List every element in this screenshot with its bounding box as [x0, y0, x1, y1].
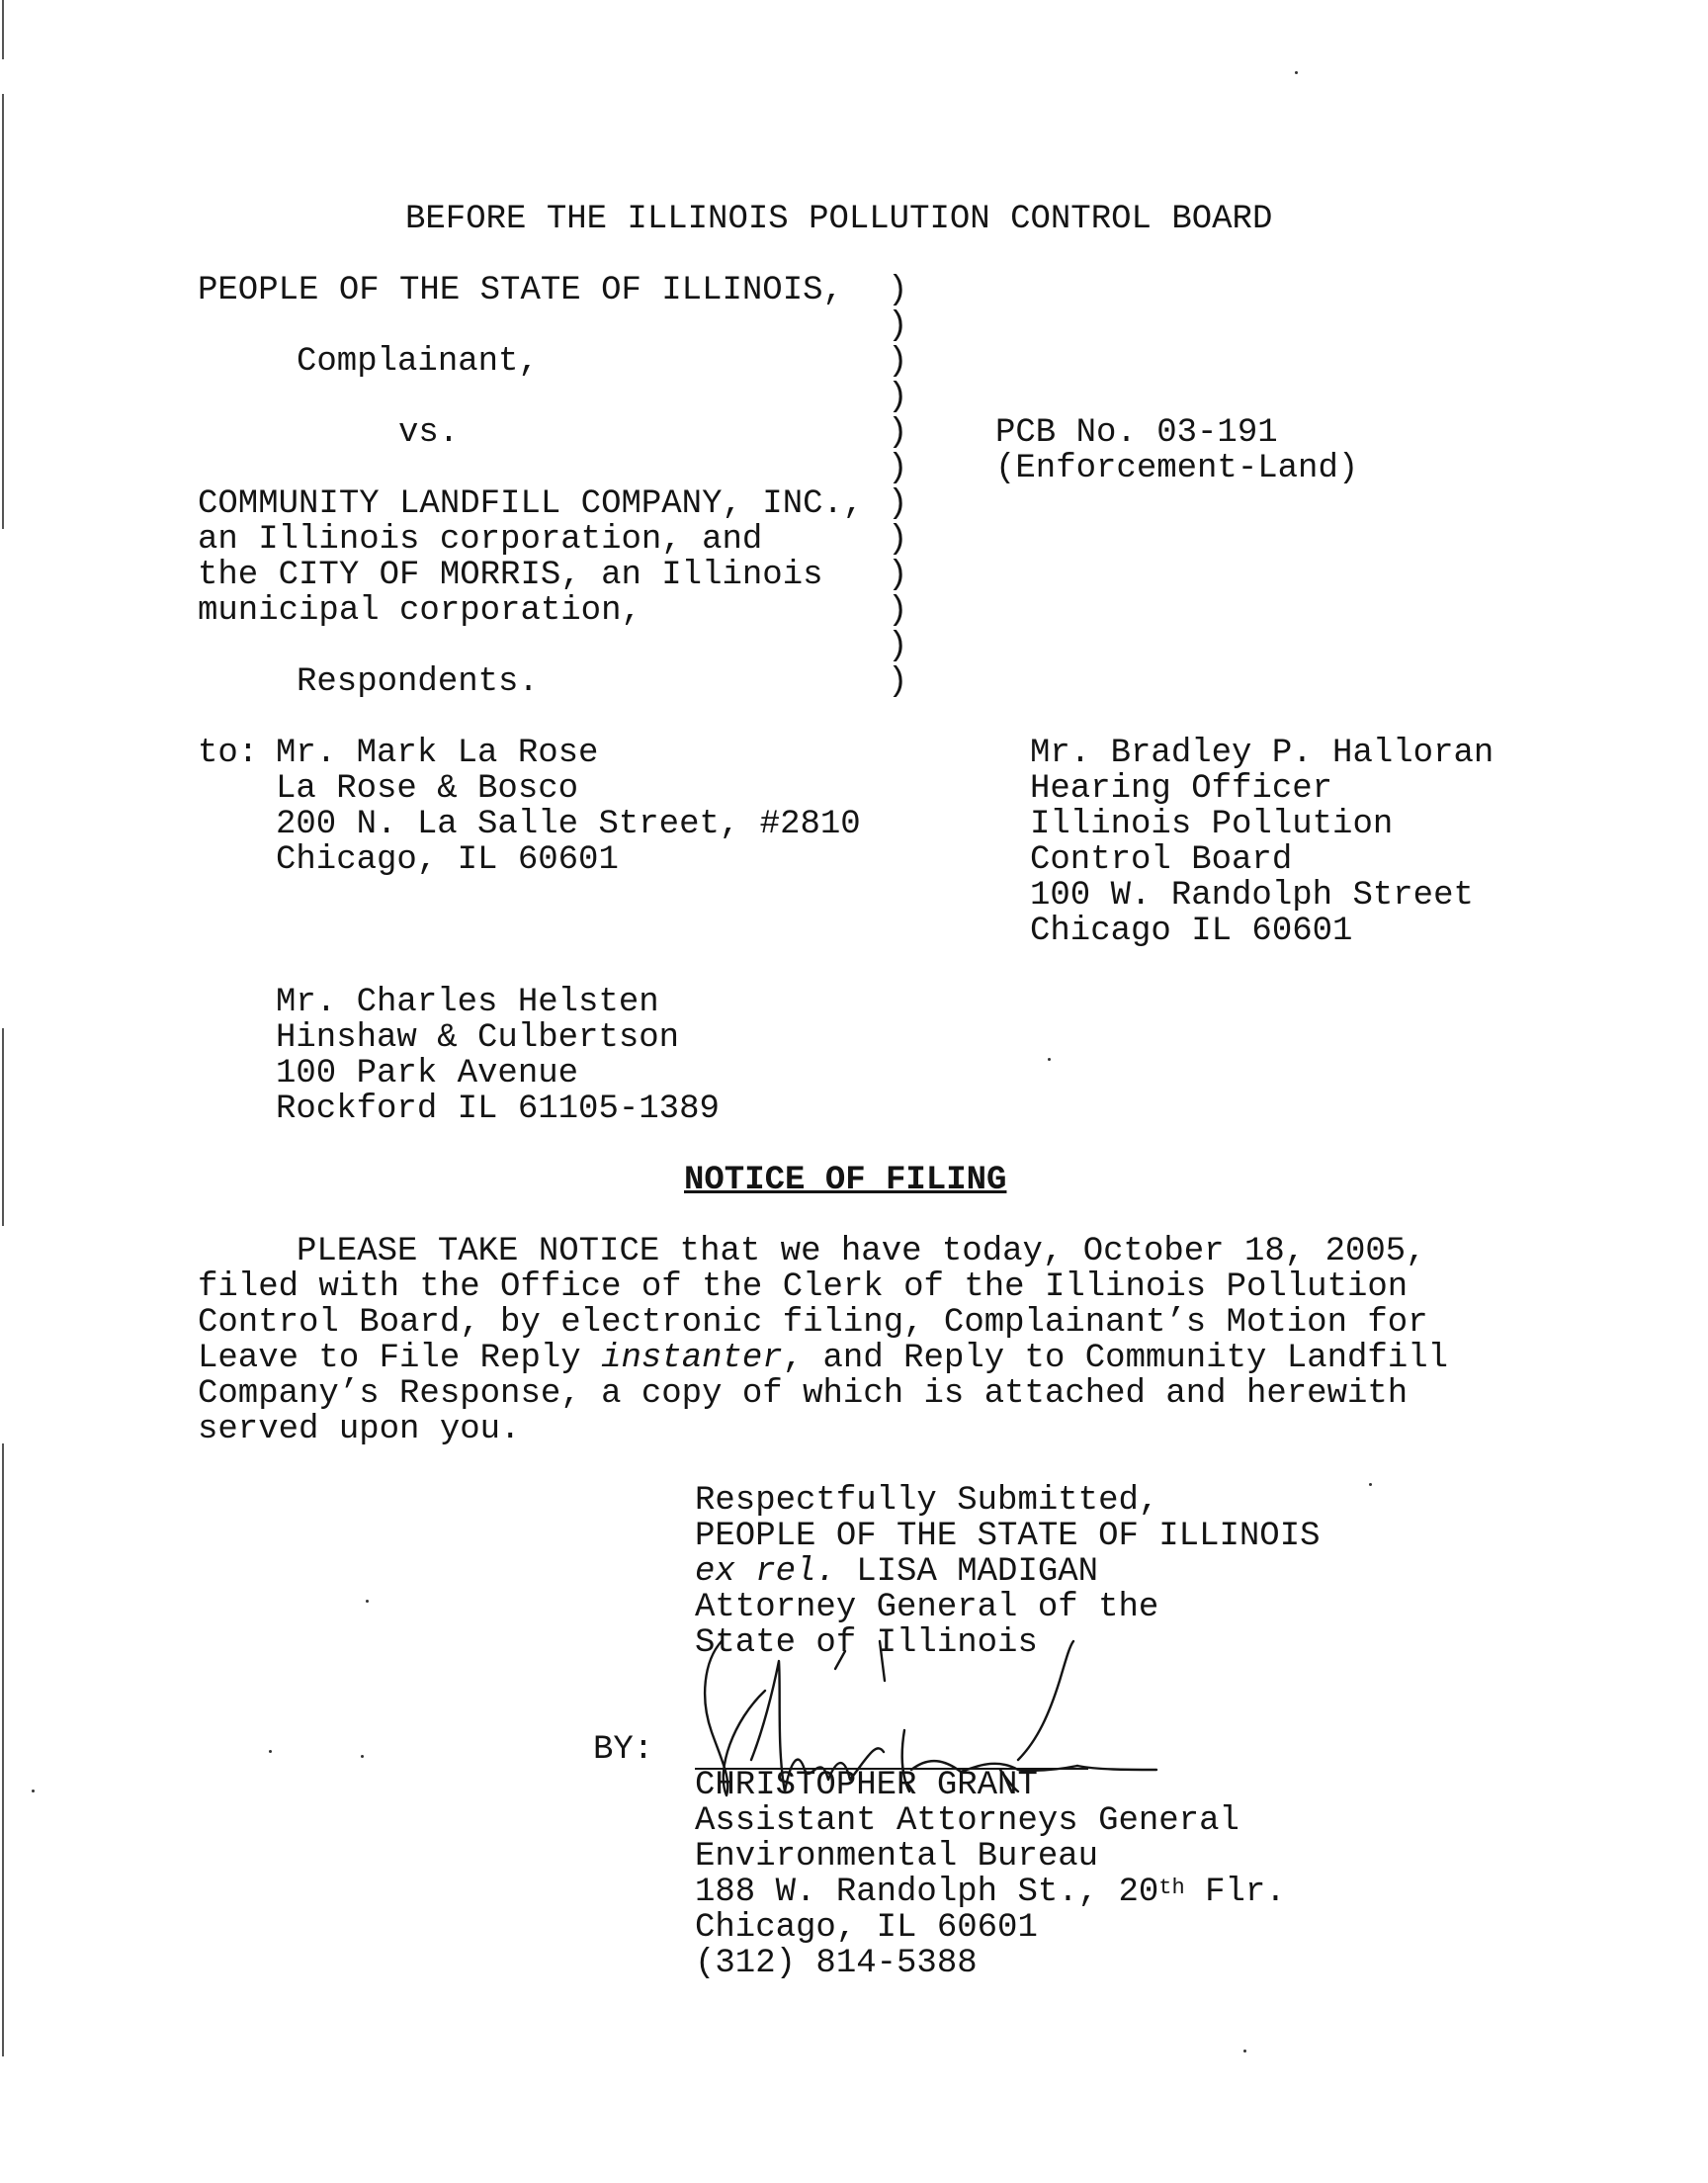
recipient-1-street: 200 N. La Salle Street, #2810 — [276, 806, 861, 843]
recipient-2-city: Chicago IL 60601 — [1030, 913, 1353, 950]
ex-rel-line — [695, 1554, 1098, 1590]
respondent-line: the CITY OF MORRIS, an Illinois — [198, 557, 823, 594]
case-type: (Enforcement-Land) — [995, 450, 1359, 487]
signer-name: CHRISTOPHER GRANT — [695, 1767, 1038, 1804]
attorney-title: Attorney General of the — [695, 1589, 1159, 1626]
complainant-party: PEOPLE OF THE STATE OF ILLINOIS, — [198, 272, 843, 309]
recipient-1-name: Mr. Mark La Rose — [276, 735, 599, 772]
caption-paren: ) — [888, 343, 908, 381]
caption-paren: ) — [888, 557, 908, 594]
scan-edge-mark — [2, 0, 4, 59]
address-text: 188 W. Randolph St., 20 — [695, 1874, 1159, 1911]
recipient-2-name: Mr. Bradley P. Halloran — [1030, 735, 1494, 772]
office-city: Chicago, IL 60601 — [695, 1909, 1038, 1947]
recipient-3-street: 100 Park Avenue — [276, 1055, 579, 1092]
notice-body-line: filed with the Office of the Clerk of the Illinois Pollution — [198, 1268, 1409, 1306]
scan-speck — [1295, 71, 1298, 74]
filing-party: PEOPLE OF THE STATE OF ILLINOIS — [695, 1518, 1321, 1555]
caption-paren: ) — [888, 379, 908, 416]
versus-label: vs. — [398, 414, 460, 452]
bureau: Environmental Bureau — [695, 1838, 1099, 1876]
ex-rel-label: ex rel. — [695, 1553, 836, 1591]
recipient-3-firm: Hinshaw & Culbertson — [276, 1019, 680, 1057]
office-phone: (312) 814-5388 — [695, 1945, 978, 1982]
by-label: BY: — [593, 1731, 654, 1769]
complainant-role: Complainant, — [297, 343, 539, 381]
recipient-2-street: 100 W. Randolph Street — [1030, 877, 1474, 915]
recipient-2-org: Control Board — [1030, 841, 1293, 879]
scan-speck — [1243, 2050, 1246, 2052]
recipient-2-org: Illinois Pollution — [1030, 806, 1394, 843]
caption-paren: ) — [888, 485, 908, 523]
notice-body-line: Company’s Response, a copy of which is attached and herewith — [198, 1375, 1409, 1413]
notice-title: NOTICE OF FILING — [684, 1162, 1007, 1199]
signer-title: Assistant Attorneys General — [695, 1802, 1239, 1840]
notice-body-line: Control Board, by electronic filing, Complainant’s Motion for — [198, 1304, 1428, 1342]
notice-body-line: served upon you. — [198, 1411, 521, 1448]
address-text: Flr. — [1184, 1874, 1286, 1911]
caption-paren: ) — [888, 628, 908, 665]
scan-speck — [32, 1790, 35, 1792]
notice-body-line: PLEASE TAKE NOTICE that we have today, October 18, 2005, — [297, 1233, 1426, 1270]
caption-paren: ) — [888, 307, 908, 345]
scan-speck — [1369, 1483, 1372, 1486]
caption-paren: ) — [888, 521, 908, 559]
respondent-line: an Illinois corporation, and — [198, 521, 763, 559]
scan-speck — [366, 1600, 369, 1603]
caption-paren: ) — [888, 414, 908, 452]
recipient-1-city: Chicago, IL 60601 — [276, 841, 619, 879]
recipient-1-firm: La Rose & Bosco — [276, 770, 579, 808]
scan-speck — [1048, 1058, 1051, 1061]
caption-paren: ) — [888, 592, 908, 630]
ex-rel-name: LISA MADIGAN — [835, 1553, 1099, 1591]
office-address — [695, 1875, 1286, 1910]
recipient-3-city: Rockford IL 61105-1389 — [276, 1091, 720, 1128]
notice-text: , and Reply to Community Landfill — [782, 1340, 1449, 1377]
respondent-role: Respondents. — [297, 663, 539, 701]
recipient-2-title: Hearing Officer — [1030, 770, 1333, 808]
scan-edge-mark — [2, 94, 4, 529]
recipient-3-name: Mr. Charles Helsten — [276, 984, 659, 1021]
to-label: to: — [198, 735, 259, 772]
notice-text: Leave to File Reply — [198, 1340, 602, 1377]
notice-italic-term: instanter — [601, 1340, 783, 1377]
scan-speck — [361, 1755, 364, 1758]
scan-speck — [269, 1750, 272, 1753]
scan-edge-mark — [2, 1028, 4, 1226]
board-heading: BEFORE THE ILLINOIS POLLUTION CONTROL BOARD — [405, 201, 1273, 238]
caption-paren: ) — [888, 272, 908, 309]
closing: Respectfully Submitted, — [695, 1482, 1159, 1520]
caption-paren: ) — [888, 450, 908, 487]
caption-paren: ) — [888, 663, 908, 701]
respondent-line: municipal corporation, — [198, 592, 641, 630]
address-ordinal: th — [1158, 1876, 1185, 1900]
case-number: PCB No. 03-191 — [995, 414, 1278, 452]
scan-edge-mark — [2, 1443, 4, 2056]
attorney-title: State of Illinois — [695, 1624, 1038, 1662]
notice-body-line — [198, 1341, 1448, 1376]
respondent-line: COMMUNITY LANDFILL COMPANY, INC., — [198, 485, 864, 523]
